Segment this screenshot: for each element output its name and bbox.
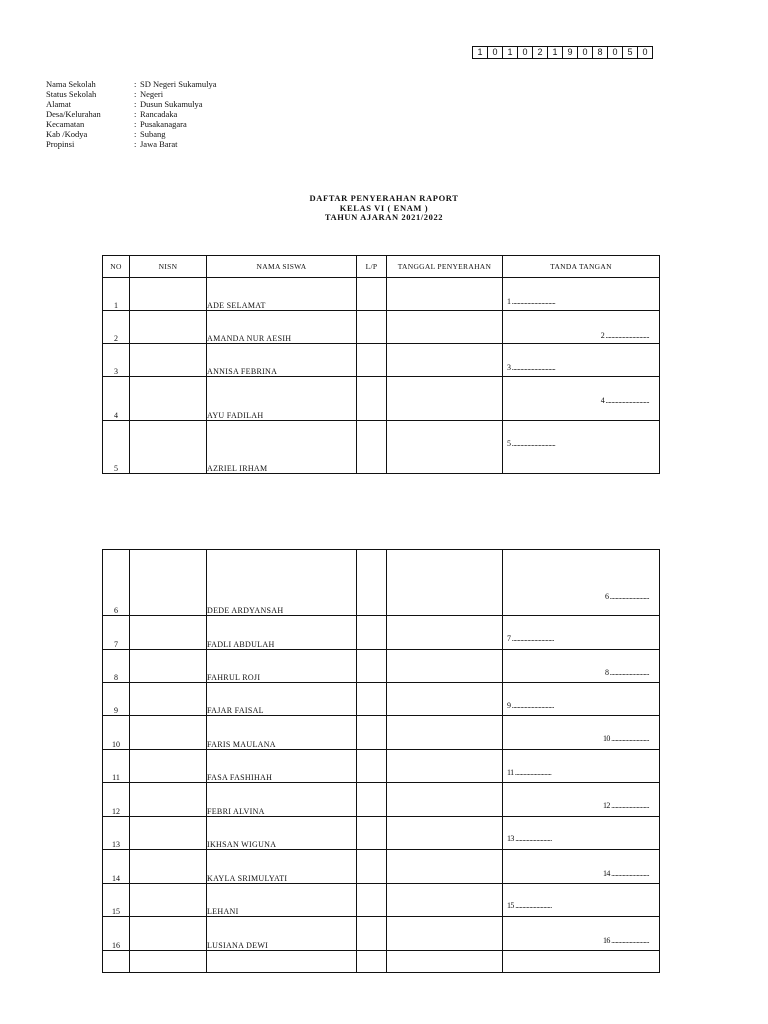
student-name: FADLI ABDULAH (207, 616, 357, 650)
row-number: 7 (103, 616, 130, 650)
student-name: AMANDA NUR AESIH (207, 311, 357, 344)
school-info-label: Nama Sekolah (46, 79, 96, 89)
row-number: 9 (103, 683, 130, 716)
handover-date-cell (387, 817, 503, 850)
table-row (103, 550, 660, 616)
gender-cell (357, 783, 387, 817)
signature-cell (503, 550, 660, 616)
school-info-colon: : (134, 99, 137, 109)
school-info-value: SD Negeri Sukamulya (140, 79, 217, 89)
heading-year: TAHUN AJARAN 2021/2022 (324, 212, 444, 222)
registration-digit: 9 (563, 47, 578, 58)
school-info-value: Negeri (140, 89, 164, 99)
nisn-cell (130, 750, 207, 783)
signature-line: 14 ........................... (602, 869, 649, 878)
student-name: LEHANI (207, 884, 357, 917)
table-row (103, 951, 660, 973)
signature-line: 12 ........................... (602, 801, 649, 810)
nisn-cell (130, 716, 207, 750)
header-handover-date: TANGGAL PENYERAHAN (387, 256, 503, 278)
table-row (103, 750, 660, 783)
student-name: FARIS MAULANA (207, 716, 357, 750)
signature-line: 3 ............................... (507, 363, 556, 372)
student-name: AZRIEL IRHAM (207, 421, 357, 474)
table-row (103, 917, 660, 951)
nisn-cell (130, 650, 207, 683)
signature-line: 13 .......................... (507, 834, 552, 843)
row-number: 10 (103, 716, 130, 750)
signature-line: 5 ............................... (507, 439, 556, 448)
heading-class: KELAS VI ( ENAM ) (339, 202, 429, 213)
handover-date-cell (387, 421, 503, 474)
header-student-name: NAMA SISWA (207, 256, 357, 278)
school-info-value: Jawa Barat (140, 139, 178, 149)
header-no: NO (103, 256, 130, 278)
student-name: KAYLA SRIMULYATI (207, 850, 357, 884)
signature-line: 2 ............................... (600, 331, 649, 340)
registration-digit: 5 (623, 47, 638, 58)
school-info-label: Desa/Kelurahan (46, 109, 101, 119)
table-header-row (103, 256, 660, 278)
school-info-colon: : (134, 89, 137, 99)
registration-digit: 1 (503, 47, 518, 58)
nisn-cell (130, 311, 207, 344)
signature-cell (503, 750, 660, 783)
row-number: 15 (103, 884, 130, 917)
gender-cell (357, 616, 387, 650)
registration-digit: 1 (473, 47, 488, 58)
handover-date-cell (387, 917, 503, 951)
school-info-row (46, 79, 217, 89)
school-info-label: Alamat (46, 99, 72, 109)
signature-line: 1 ............................... (507, 297, 556, 306)
signature-cell (503, 716, 660, 750)
table-row (103, 344, 660, 377)
row-number: 12 (103, 783, 130, 817)
nisn-cell (130, 817, 207, 850)
table-row (103, 884, 660, 917)
handover-date-cell (387, 716, 503, 750)
handover-date-cell (387, 278, 503, 311)
nisn-cell (130, 951, 207, 973)
gender-cell (357, 311, 387, 344)
report-handover-table-page1 (102, 255, 660, 474)
nisn-cell (130, 884, 207, 917)
row-number: 8 (103, 650, 130, 683)
student-name: LUSIANA DEWI (207, 917, 357, 951)
school-info-label: Kab /Kodya (46, 129, 88, 139)
handover-date-cell (387, 884, 503, 917)
signature-line: 16 ........................... (602, 936, 649, 945)
table-row (103, 683, 660, 716)
gender-cell (357, 884, 387, 917)
signature-cell (503, 344, 660, 377)
signature-cell (503, 278, 660, 311)
school-info-colon: : (134, 79, 137, 89)
signature-cell (503, 650, 660, 683)
school-info-label: Propinsi (46, 139, 75, 149)
table-row (103, 716, 660, 750)
registration-digit: 0 (488, 47, 503, 58)
signature-cell (503, 817, 660, 850)
nisn-cell (130, 616, 207, 650)
school-info-colon: : (134, 139, 137, 149)
signature-line: 15 .......................... (507, 901, 552, 910)
header-gender: L/P (357, 256, 387, 278)
school-info-row (46, 89, 217, 99)
student-name: FAHRUL ROJI (207, 650, 357, 683)
heading-title: DAFTAR PENYERAHAN RAPORT (309, 193, 459, 203)
gender-cell (357, 683, 387, 716)
signature-line: 4 ............................... (600, 396, 649, 405)
row-number: 6 (103, 550, 130, 616)
table-row (103, 783, 660, 817)
signature-line: 7 .............................. (507, 634, 554, 643)
student-name: FAJAR FAISAL (207, 683, 357, 716)
nisn-cell (130, 377, 207, 421)
table-row (103, 311, 660, 344)
gender-cell (357, 421, 387, 474)
nisn-cell (130, 421, 207, 474)
gender-cell (357, 344, 387, 377)
registration-digit: 1 (548, 47, 563, 58)
school-info-block (46, 79, 217, 149)
row-number: 1 (103, 278, 130, 311)
signature-cell (503, 683, 660, 716)
row-number: 13 (103, 817, 130, 850)
nisn-cell (130, 917, 207, 951)
registration-digit: 0 (518, 47, 533, 58)
school-info-value: Dusun Sukamulya (140, 99, 203, 109)
handover-date-cell (387, 650, 503, 683)
school-info-colon: : (134, 109, 137, 119)
student-name: AYU FADILAH (207, 377, 357, 421)
row-number: 14 (103, 850, 130, 884)
school-info-row (46, 129, 217, 139)
row-number: 16 (103, 917, 130, 951)
school-info-row (46, 109, 217, 119)
school-info-label: Kecamatan (46, 119, 85, 129)
table-row (103, 421, 660, 474)
gender-cell (357, 750, 387, 783)
table-row (103, 278, 660, 311)
row-number: 3 (103, 344, 130, 377)
handover-date-cell (387, 951, 503, 973)
gender-cell (357, 650, 387, 683)
school-info-row (46, 139, 217, 149)
student-name: FEBRI ALVINA (207, 783, 357, 817)
row-number (103, 951, 130, 973)
signature-cell (503, 377, 660, 421)
registration-digit: 8 (593, 47, 608, 58)
signature-cell (503, 421, 660, 474)
nisn-cell (130, 550, 207, 616)
document-heading (0, 194, 768, 223)
signature-line: 10 ........................... (602, 734, 649, 743)
school-info-value: Pusakanagara (140, 119, 187, 129)
student-name: DEDE ARDYANSAH (207, 550, 357, 616)
nisn-cell (130, 683, 207, 716)
handover-date-cell (387, 683, 503, 716)
school-info-colon: : (134, 129, 137, 139)
handover-date-cell (387, 377, 503, 421)
school-info-value: Rancadaka (140, 109, 178, 119)
header-nisn: NISN (130, 256, 207, 278)
signature-cell (503, 311, 660, 344)
signature-cell (503, 884, 660, 917)
school-info-row (46, 99, 217, 109)
student-name: FASA FASHIHAH (207, 750, 357, 783)
table-row (103, 650, 660, 683)
table-row (103, 850, 660, 884)
handover-date-cell (387, 311, 503, 344)
handover-date-cell (387, 750, 503, 783)
gender-cell (357, 550, 387, 616)
gender-cell (357, 951, 387, 973)
registration-number-boxes (472, 46, 653, 59)
table-row (103, 616, 660, 650)
handover-date-cell (387, 783, 503, 817)
row-number: 4 (103, 377, 130, 421)
handover-date-cell (387, 616, 503, 650)
student-name: IKHSAN WIGUNA (207, 817, 357, 850)
gender-cell (357, 278, 387, 311)
row-number: 5 (103, 421, 130, 474)
signature-cell (503, 951, 660, 973)
registration-digit: 0 (578, 47, 593, 58)
handover-date-cell (387, 344, 503, 377)
school-info-colon: : (134, 119, 137, 129)
school-info-row (46, 119, 217, 129)
row-number: 11 (103, 750, 130, 783)
signature-cell (503, 783, 660, 817)
signature-cell (503, 616, 660, 650)
nisn-cell (130, 344, 207, 377)
table-row (103, 377, 660, 421)
table-row (103, 817, 660, 850)
header-signature: TANDA TANGAN (503, 256, 660, 278)
school-info-label: Status Sekolah (46, 89, 97, 99)
student-name: ADE SELAMAT (207, 278, 357, 311)
gender-cell (357, 850, 387, 884)
gender-cell (357, 377, 387, 421)
gender-cell (357, 817, 387, 850)
nisn-cell (130, 278, 207, 311)
signature-line: 6 ............................ (604, 592, 649, 601)
report-handover-table-page2 (102, 549, 660, 973)
handover-date-cell (387, 550, 503, 616)
signature-line: 11 .......................... (507, 768, 552, 777)
registration-digit: 2 (533, 47, 548, 58)
signature-line: 8 ............................ (604, 668, 649, 677)
registration-digit: 0 (608, 47, 623, 58)
school-info-value: Subang (140, 129, 166, 139)
student-name: ANNISA FEBRINA (207, 344, 357, 377)
signature-cell (503, 850, 660, 884)
nisn-cell (130, 850, 207, 884)
signature-cell (503, 917, 660, 951)
gender-cell (357, 917, 387, 951)
handover-date-cell (387, 850, 503, 884)
row-number: 2 (103, 311, 130, 344)
registration-digit: 0 (642, 47, 648, 57)
signature-line: 9 .............................. (507, 701, 554, 710)
gender-cell (357, 716, 387, 750)
nisn-cell (130, 783, 207, 817)
student-name (207, 951, 357, 973)
